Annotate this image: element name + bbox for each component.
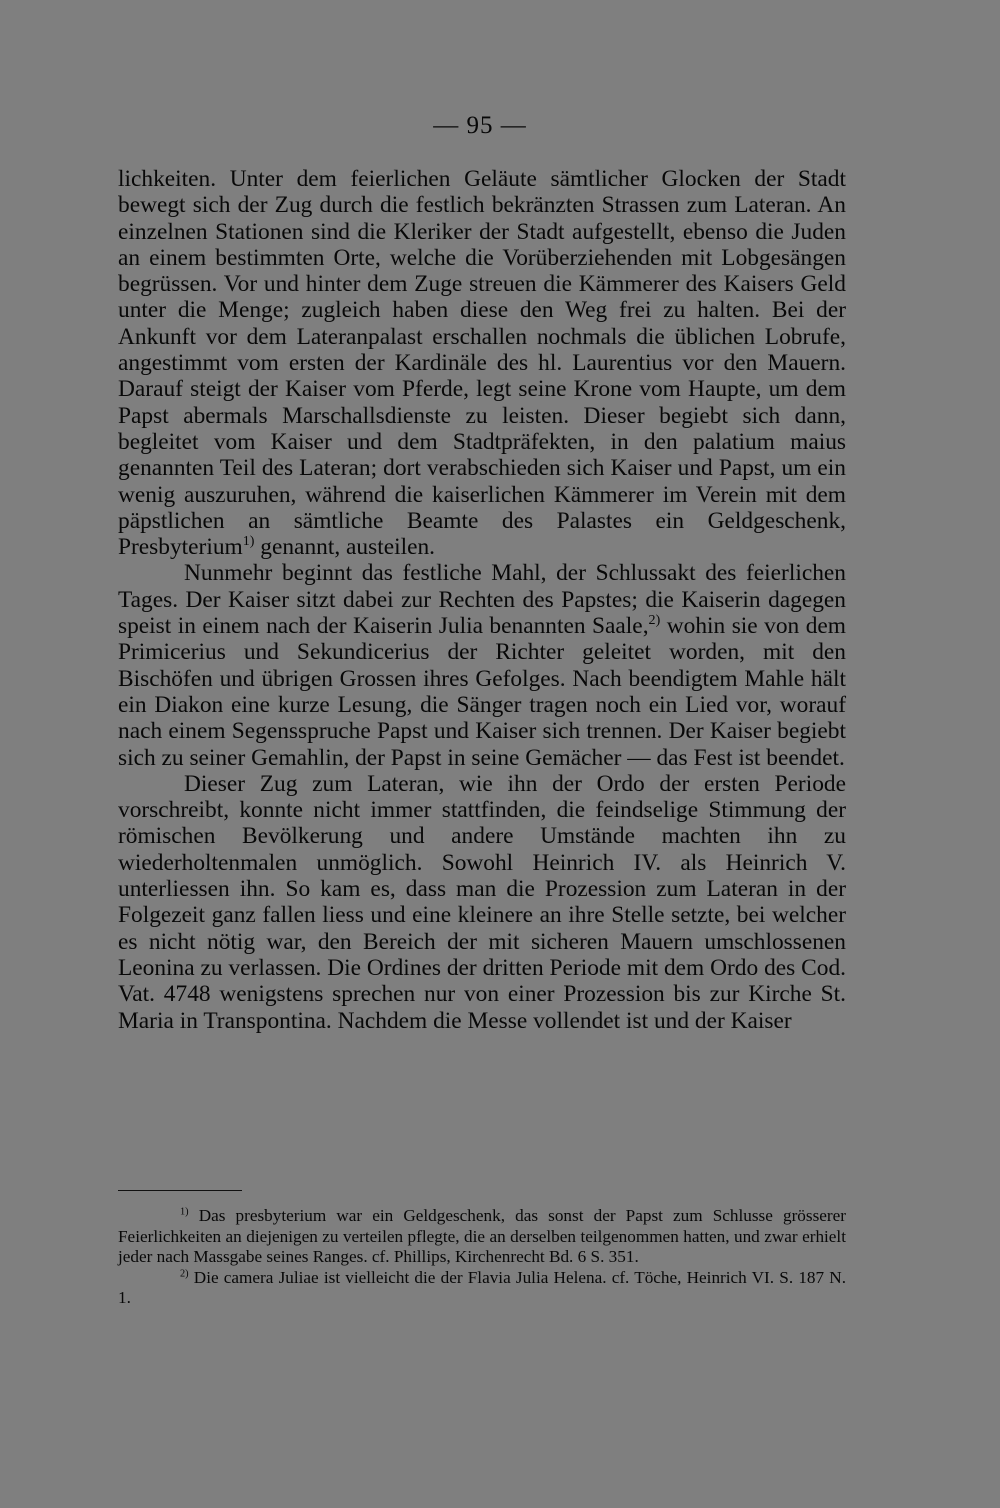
paragraph-2 — [118, 560, 846, 770]
footnote-1-marker: 1) — [180, 1206, 189, 1218]
footnote-2-text: Die camera Juliae ist vielleicht die der Flavia Julia Helena. cf. Töche, Heinrich VI. S. 187 N. 1. — [118, 1267, 846, 1307]
footnote-2 — [118, 1268, 846, 1309]
paragraph-3: Dieser Zug zum Lateran, wie ihn der Ordo der ersten Periode vorschreibt, konnte nicht immer stattfinden, die feindselige Stimmung der römischen Bevölkerung und andere Umstände machten ihn zu wiederholtenmalen unmöglich. Sowohl Heinrich IV. als Heinrich V. unterliessen ihn. So kam es, dass man die Prozession zum Lateran in der Folgezeit ganz fallen liess und eine kleinere an ihre Stelle setzte, bei welcher es nicht nötig war, den Bereich der mit sicheren Mauern umschlossenen Leonina zu verlassen. Die Ordines der dritten Periode mit dem Ordo des Cod. Vat. 4748 wenigstens sprechen nur von einer Prozession bis zur Kirche St. Maria in Transpontina. Nachdem die Messe vollendet ist und der Kaiser — [118, 770, 846, 1034]
paragraph-1-text: lichkeiten. Unter dem feierlichen Geläute sämtlicher Glocken der Stadt bewegt sich der Zug durch die festlich bekränzten Strassen zum Lateran. An einzelnen Stationen sind die Kleriker der Stadt aufgestellt, ebenso die Juden an einem bestimmten Orte, welche die Vorüberziehenden mit Lobgesängen begrüssen. Vor und hinter dem Zuge streuen die Kämmerer des Kaisers Geld unter die Menge; zugleich haben diese den Weg frei zu halten. Bei der Ankunft vor dem Lateranpalast erschallen nochmals die üblichen Lobrufe, angestimmt vom ersten der Kardinäle des hl. Laurentius vor den Mauern. Darauf steigt der Kaiser vom Pferde, legt seine Krone vom Haupte, um dem Papst abermals Marschallsdienste zu leisten. Dieser begiebt sich dann, begleitet vom Kaiser und dem Stadtpräfekten, in den palatium maius genannten Teil des Lateran; dort verabschieden sich Kaiser und Papst, um ein wenig auszuruhen, während die kaiserlichen Kämmerer im Verein mit dem päpstlichen an sämtliche Beamte des Palastes ein Geldgeschenk, Presbyterium — [118, 166, 846, 561]
paragraph-2-text-b: wohin sie von dem Primicerius und Sekundicerius der Richter geleitet worden, mit den Bischöfen und übrigen Grossen ihres Gefolges. Nach beendigtem Mahle hält ein Diakon eine kurze Lesung, die Sänger tragen noch ein Lied vor, worauf nach einem Segensspruche Papst und Kaiser sich trennen. Der Kaiser begiebt sich zu seiner Gemahlin, der Papst in seine Gemächer — das Fest ist beendet. — [118, 613, 846, 771]
footnotes — [118, 1206, 846, 1309]
footnote-ref-1: 1) — [242, 533, 255, 550]
paragraph-1-tail: genannt, austeilen. — [254, 534, 436, 561]
footnote-ref-2: 2) — [648, 612, 661, 629]
paragraph-1 — [118, 166, 846, 560]
footnote-1-text: Das presbyterium war ein Geldgeschenk, das sonst der Papst zum Schlusse grösserer Feierlichkeiten an diejenigen zu verteilen pflegte, die an derselben teilgenommen hatten, und zwar erhielt jeder nach Massgabe seines Ranges. cf. Phillips, Kirchenrecht Bd. 6 S. 351. — [118, 1206, 846, 1266]
paragraph-2-text-a: Nunmehr beginnt das festliche Mahl, der Schlussakt des feierlichen Tages. Der Kaiser sitzt dabei zur Rechten des Papstes; die Kaiserin dagegen speist in einem nach der Kaiserin Julia benannten Saale, — [118, 560, 846, 640]
main-text — [118, 166, 846, 1034]
footnote-2-marker: 2) — [180, 1267, 189, 1279]
footnote-divider — [118, 1190, 242, 1191]
page-number: — 95 — — [433, 112, 527, 139]
footnote-1 — [118, 1206, 846, 1268]
